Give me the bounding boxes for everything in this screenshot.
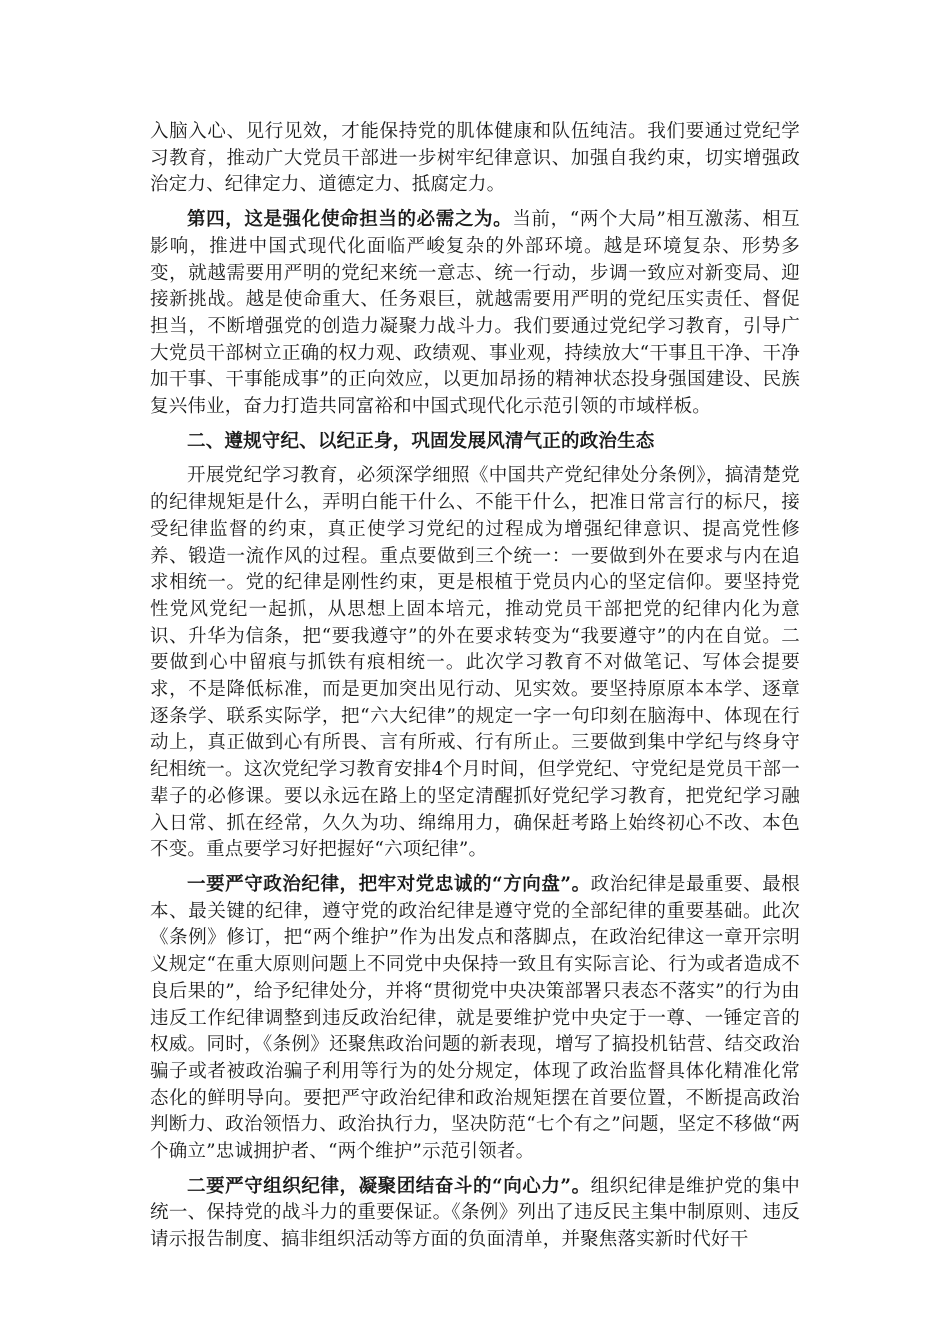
paragraph-text: 入脑入心、见行见效，才能保持党的肌体健康和队伍纯洁。我们要通过党纪学习教育，推动广大党员干部进一步树牢纪律意识、加强自我约束，切实增强政治定力、纪律定力、道德定力、抵腐定力。 bbox=[150, 121, 800, 196]
paragraph-fourth-reason bbox=[150, 207, 800, 421]
paragraph-text: 政治纪律是最重要、最根本、最关键的纪律，遵守党的政治纪律是遵守党的全部纪律的重要基础。此次《条例》修订，把“两个维护”作为出发点和落脚点，在政治纪律这一章开宗明义规定“在重大原则问题上不同党中央保持一致且有实际言论、行为或者造成不良后果的”，给予纪律处分，并将“贯彻党中央决策部署只表态不落实”的行为由违反工作纪律调整到违反政治纪律，就是要维护党中央定于一尊、一锤定音的权威。同时，《条例》还聚焦政治问题的新表现，增写了搞投机钻营、结交政治骗子或者被政治骗子利用等行为的处分规定，体现了政治监督具体化精准化常态化的鲜明导向。要把严守政治纪律和政治规矩摆在首要位置，不断提高政治判断力、政治领悟力、政治执行力，坚决防范“七个有之”问题，坚定不移做“两个确立”忠诚拥护者、“两个维护”示范引领者。 bbox=[150, 873, 801, 1163]
paragraph-lead: 一要严守政治纪律，把牢对党忠诚的“方向盘”。 bbox=[187, 873, 591, 895]
paragraph-organizational-discipline bbox=[150, 1174, 800, 1254]
paragraph-continuation bbox=[150, 119, 800, 199]
paragraph-lead: 二要严守组织纪律，凝聚团结奋斗的“向心力”。 bbox=[187, 1175, 591, 1197]
section-heading: 二、遵规守纪、以纪正身，巩固发展风清气正的政治生态 bbox=[187, 430, 655, 452]
document-body bbox=[150, 119, 800, 1262]
paragraph-political-discipline bbox=[150, 872, 800, 1166]
paragraph-text: 当前，“两个大局”相互激荡、相互影响，推进中国式现代化面临严峻复杂的外部环境。越是环境复杂、形势多变，就越需要用严明的党纪来统一意志、统一行动，步调一致应对新变局、迎接新挑战。越是使命重大、任务艰巨，就越需要用严明的党纪压实责任、督促担当，不断增强党的创造力凝聚力战斗力。我们要通过党纪学习教育，引导广大党员干部树立正确的权力观、政绩观、事业观，持续放大“干事且干净、干净加干事、干事能成事”的正向效应，以更加昂扬的精神状态投身强国建设、民族复兴伟业，奋力打造共同富裕和中国式现代化示范引领的市域样板。 bbox=[150, 209, 800, 418]
paragraph-text: 开展党纪学习教育，必须深学细照《中国共产党纪律处分条例》，搞清楚党的纪律规矩是什么，弄明白能干什么、不能干什么，把准日常言行的标尺，接受纪律监督的约束，真正使学习党纪的过程成为增强纪律意识、提高党性修养、锻造一流作风的过程。重点要做到三个统一：一要做到外在要求与内在追求相统一。党的纪律是刚性约束，更是根植于党员内心的坚定信仰。要坚持党性党风党纪一起抓，从思想上固本培元，推动党员干部把党的纪律内化为意识、升华为信条，把“要我遵守”的外在要求转变为“我要遵守”的内在自觉。二要做到心中留痕与抓铁有痕相统一。此次学习教育不对做笔记、写体会提要求，不是降低标准，而是更加突出见行动、见实效。要坚持原原本本学、逐章逐条学、联系实际学，把“六大纪律”的规定一字一句印刻在脑海中、体现在行动上，真正做到心有所畏、言有所戒、行有所止。三要做到集中学纪与终身守纪相统一。这次党纪学习教育安排4个月时间，但学党纪、守党纪是党员干部一辈子的必修课。要以永远在路上的坚定清醒抓好党纪学习教育，把党纪学习融入日常、抓在经常，久久为功、绵绵用力，确保赶考路上始终初心不改、本色不变。重点要学习好把握好“六项纪律”。 bbox=[150, 465, 800, 861]
paragraph-text: 组织纪律是维护党的集中统一、保持党的战斗力的重要保证。《条例》列出了违反民主集中制原则、违反请示报告制度、搞非组织活动等方面的负面清单，并聚焦落实新时代好干 bbox=[150, 1175, 801, 1251]
paragraph-lead: 第四，这是强化使命担当的必需之为。 bbox=[187, 209, 513, 231]
paragraph-three-unities bbox=[150, 463, 800, 864]
